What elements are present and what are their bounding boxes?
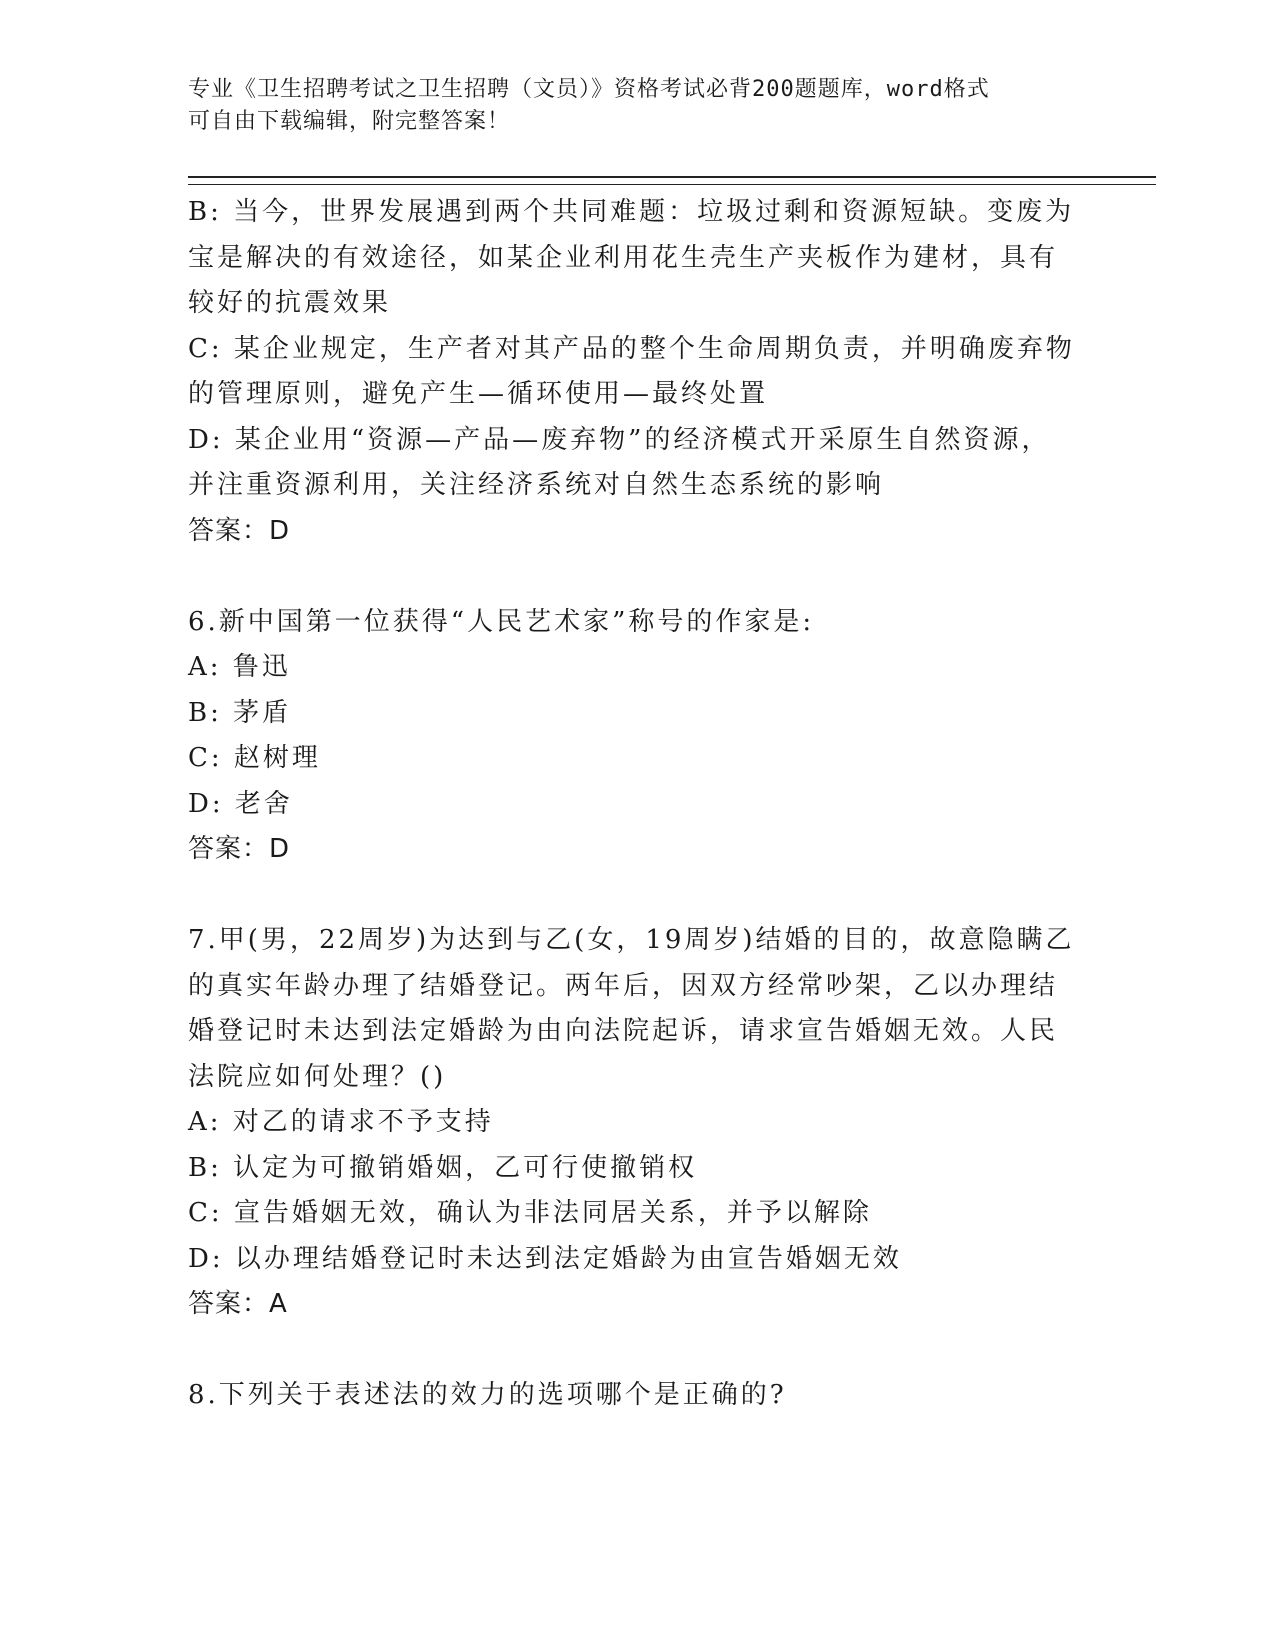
q5-option-d-line-2: 并注重资源利用，关注经济系统对自然生态系统的影响: [188, 470, 885, 500]
document-body: [188, 190, 1088, 1419]
q6-question-text: 6.新中国第一位获得“人民艺术家”称号的作家是:: [188, 606, 815, 637]
q7-answer: 答案：A: [188, 1289, 288, 1319]
q7-option-a: A: 对乙的请求不予支持: [188, 1107, 494, 1137]
q5-option-b-line-3: 较好的抗震效果: [188, 288, 392, 318]
q5-option-d: [188, 418, 1088, 509]
q7-option-b: B: 认定为可撤销婚姻，乙可行使撤销权: [188, 1152, 698, 1183]
q7-question-line-1: 7.甲(男，22周岁)为达到与乙(女，19周岁)结婚的目的，故意隐瞒乙: [188, 925, 1075, 955]
spacer: [188, 873, 1088, 919]
q7-question-line-4: 法院应如何处理？(): [188, 1061, 447, 1092]
q7-question-line-2: 的真实年龄办理了结婚登记。两年后，因双方经常吵架，乙以办理结: [188, 970, 1059, 1001]
q5-option-c: [188, 327, 1088, 418]
question-6: [188, 600, 1088, 873]
q5-option-c-line-1: C: 某企业规定，生产者对其产品的整个生命周期负责，并明确废弃物: [188, 333, 1075, 364]
q5-option-d-line-1: D: 某企业用“资源—产品—废弃物”的经济模式开采原生自然资源，: [188, 424, 1051, 455]
question-5: [188, 190, 1088, 554]
header-divider: [188, 176, 1156, 185]
q5-option-b-line-2: 宝是解决的有效途径，如某企业利用花生壳生产夹板作为建材，具有: [188, 242, 1059, 273]
header-line-2: 可自由下载编辑，附完整答案！: [188, 109, 511, 134]
spacer: [188, 554, 1088, 600]
header-line-1: 专业《卫生招聘考试之卫生招聘（文员）》资格考试必背200题题库，word格式: [188, 77, 990, 102]
q5-option-b: [188, 190, 1088, 327]
q6-answer: 答案：D: [188, 834, 291, 864]
q7-option-d: D: 以办理结婚登记时未达到法定婚龄为由宣告婚姻无效: [188, 1243, 902, 1274]
question-8: [188, 1373, 1088, 1419]
q8-question-text: 8.下列关于表述法的效力的选项哪个是正确的?: [188, 1380, 787, 1410]
document-header: [188, 74, 1088, 138]
q7-question-line-3: 婚登记时未达到法定婚龄为由向法院起诉，请求宣告婚姻无效。人民: [188, 1016, 1059, 1046]
q6-option-b: B: 茅盾: [188, 697, 292, 728]
q6-option-c: C: 赵树理: [188, 743, 321, 773]
spacer: [188, 1328, 1088, 1374]
q5-answer: 答案：D: [188, 515, 291, 546]
q5-option-c-line-2: 的管理原则，避免产生—循环使用—最终处置: [188, 379, 769, 409]
q7-option-c: C: 宣告婚姻无效，确认为非法同居关系，并予以解除: [188, 1198, 872, 1228]
question-7: [188, 918, 1088, 1328]
q5-option-b-line-1: B: 当今，世界发展遇到两个共同难题：垃圾过剩和资源短缺。变废为: [188, 197, 1075, 227]
q6-option-a: A: 鲁迅: [188, 652, 291, 682]
q6-option-d: D: 老舍: [188, 788, 293, 819]
